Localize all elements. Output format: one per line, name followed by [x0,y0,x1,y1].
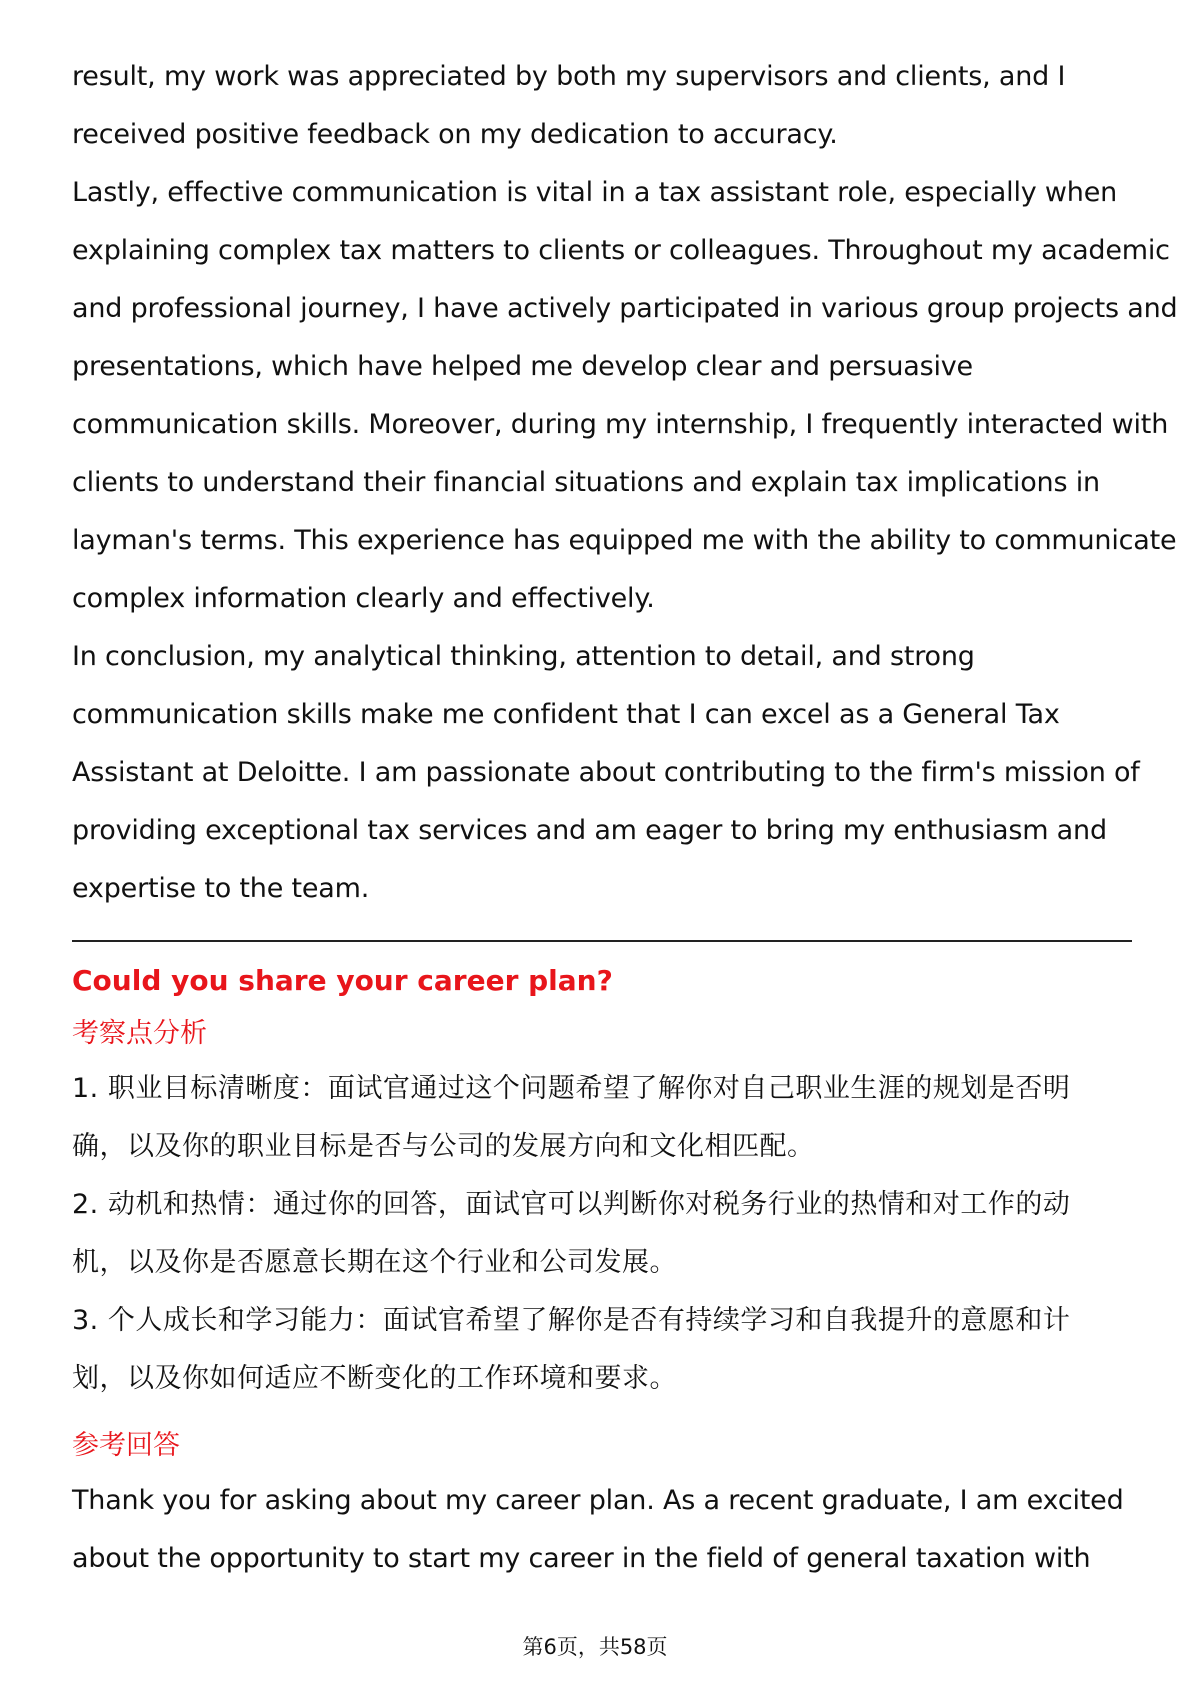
page-number-footer: 第6页，共58页 [522,1635,668,1659]
analysis-text-line: 3. 个人成长和学习能力：面试官希望了解你是否有持续学习和自我提升的意愿和计 [72,1305,1071,1336]
intro-paragraphs [72,48,1178,918]
analysis-text-line: 确，以及你的职业目标是否与公司的发展方向和文化相匹配。 [72,1131,815,1162]
body-text-line: complex information clearly and effectively. [72,583,655,614]
body-text-line: and professional journey, I have actively participated in various group projects and [72,293,1178,324]
spacer [72,1408,1132,1420]
body-text-line: In conclusion, my analytical thinking, attention to detail, and strong [72,641,975,672]
analysis-text-line: 2. 动机和热情：通过你的回答，面试官可以判断你对税务行业的热情和对工作的动 [72,1189,1071,1220]
body-text-line: providing exceptional tax services and am eager to bring my enthusiasm and [72,815,1107,846]
question-heading: Could you share your career plan? [72,964,613,997]
body-text-line: Assistant at Deloitte. I am passionate about contributing to the firm's mission of [72,757,1140,788]
answer-label: 参考回答 [72,1430,180,1461]
body-text-line: clients to understand their financial situations and explain tax implications in [72,467,1100,498]
analysis-list [72,1060,1132,1408]
answer-text-line: Thank you for asking about my career plan. As a recent graduate, I am excited [72,1485,1124,1516]
analysis-text-line: 机，以及你是否愿意长期在这个行业和公司发展。 [72,1247,677,1278]
body-text-line: communication skills. Moreover, during my internship, I frequently interacted with [72,409,1169,440]
answer-paragraph [72,1472,1132,1588]
analysis-text-line: 1. 职业目标清晰度：面试官通过这个问题希望了解你对自己职业生涯的规划是否明 [72,1073,1071,1104]
body-text-line: layman's terms. This experience has equipped me with the ability to communicate [72,525,1177,556]
body-text-line: presentations, which have helped me develop clear and persuasive [72,351,973,382]
answer-text-line: about the opportunity to start my career in the field of general taxation with [72,1543,1091,1574]
body-text-line: communication skills make me confident that I can excel as a General Tax [72,699,1060,730]
body-text-line: explaining complex tax matters to clients or colleagues. Throughout my academic [72,235,1170,266]
body-text-line: Lastly, effective communication is vital in a tax assistant role, especially when [72,177,1118,208]
section-divider [72,940,1132,942]
body-text-line: result, my work was appreciated by both my supervisors and clients, and I [72,61,1066,92]
analysis-label: 考察点分析 [72,1018,207,1049]
body-text-line: received positive feedback on my dedication to accuracy. [72,119,838,150]
body-text-line: expertise to the team. [72,873,370,904]
analysis-text-line: 划，以及你如何适应不断变化的工作环境和要求。 [72,1363,677,1394]
page-content [72,48,1178,1588]
